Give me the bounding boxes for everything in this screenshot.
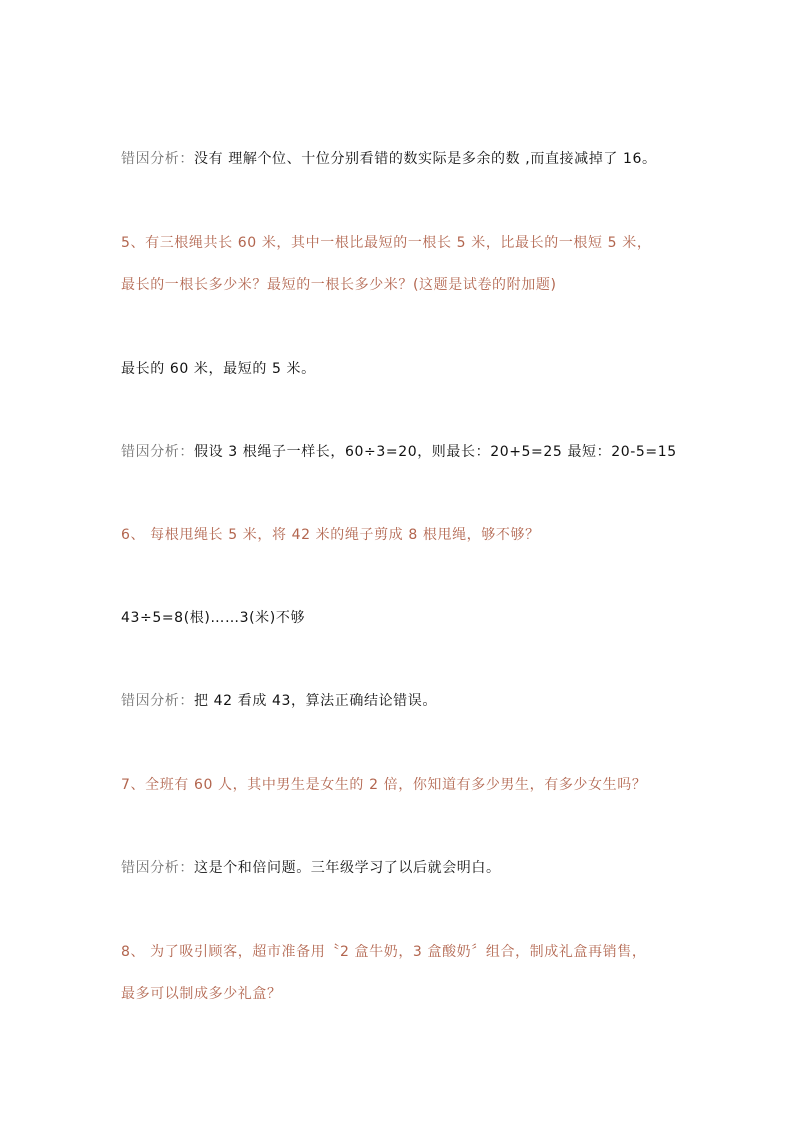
error-analysis-text: 把 42 看成 43，算法正确结论错误。 [194, 693, 437, 709]
answer-5-line: 最长的 60 米，最短的 5 米。 [121, 361, 316, 377]
error-analysis-label: 错因分析： [121, 693, 194, 709]
error-analysis-text: 假设 3 根绳子一样长，60÷3=20，则最长：20+5=25 最短：20-5=15 [194, 444, 677, 460]
question-8-line-1: 8、 为了吸引顾客，超市准备用〝2 盒牛奶，3 盒酸奶〞组合，制成礼盒再销售， [121, 944, 647, 960]
error-analysis-label: 错因分析： [121, 444, 194, 460]
error-analysis-line [121, 859, 501, 877]
question-7-line: 7、全班有 60 人，其中男生是女生的 2 倍，你知道有多少男生，有多少女生吗？ [121, 777, 647, 793]
question-8-line-2: 最多可以制成多少礼盒？ [121, 986, 282, 1002]
error-analysis-text: 这是个和倍问题。三年级学习了以后就会明白。 [194, 860, 501, 876]
question-5-line-1: 5、有三根绳共长 60 米，其中一根比最短的一根长 5 米，比最长的一根短 5 米， [121, 235, 652, 251]
error-analysis-label: 错因分析： [121, 860, 194, 876]
error-analysis-line [121, 692, 437, 710]
error-analysis-label: 错因分析： [121, 151, 194, 167]
error-analysis-line [121, 150, 657, 168]
error-analysis-text: 没有 理解个位、十位分别看错的数实际是多余的数 ,而直接减掉了 16。 [194, 151, 657, 167]
question-5-line-2: 最长的一根长多少米？最短的一根长多少米？(这题是试卷的附加题) [121, 277, 557, 293]
answer-6-line: 43÷5=8(根)……3(米)不够 [121, 610, 306, 626]
question-6-line: 6、 每根甩绳长 5 米，将 42 米的绳子剪成 8 根甩绳，够不够？ [121, 527, 540, 543]
error-analysis-line [121, 443, 677, 461]
